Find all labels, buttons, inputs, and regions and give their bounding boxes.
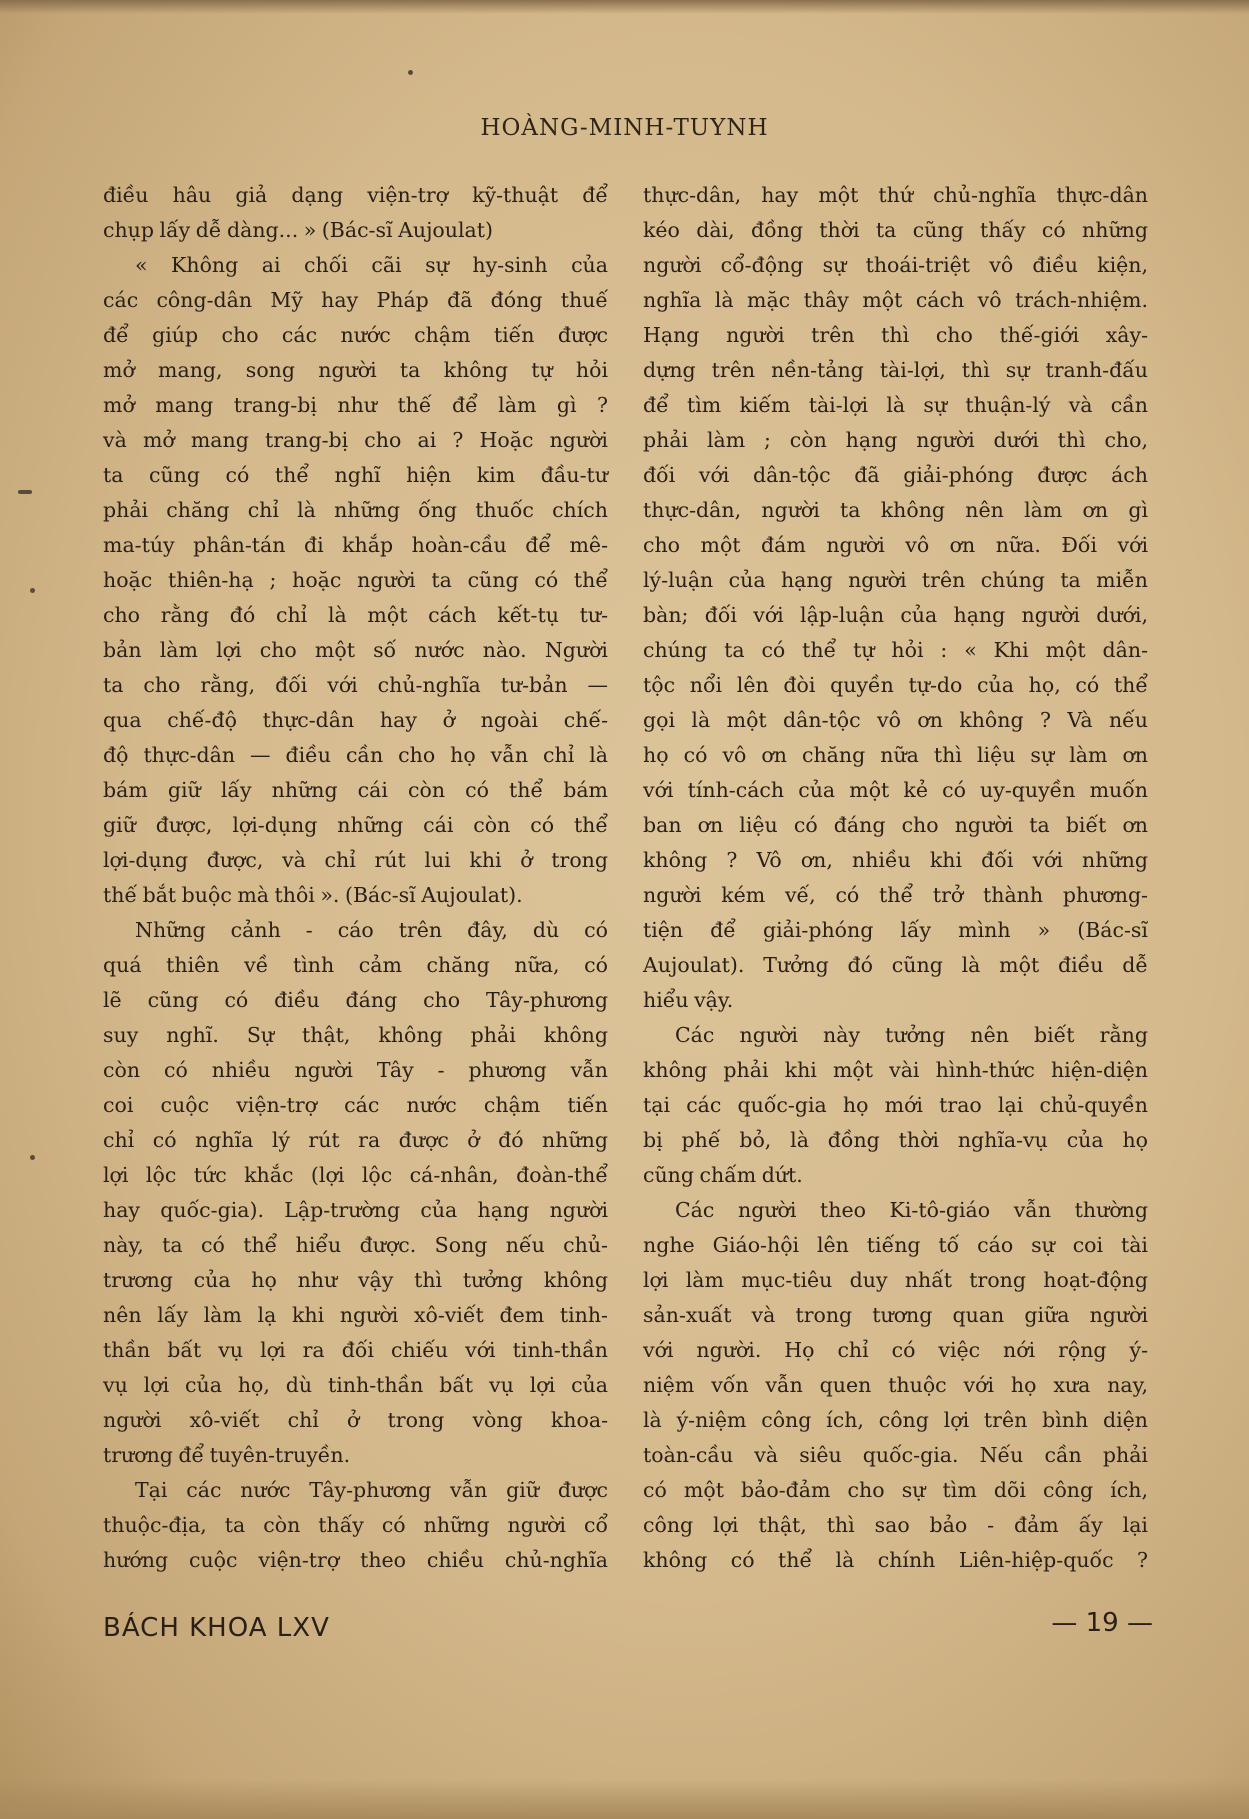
paragraph-line: dựng trên nền-tảng tài-lợi, thì sự tranh-đấu	[643, 358, 1148, 382]
paragraph-line: qua chế-độ thực-dân hay ở ngoài chế-	[103, 708, 608, 732]
paragraph-line: phải làm ; còn hạng người dưới thì cho,	[643, 428, 1148, 452]
paragraph-line: người xô-viết chỉ ở trong vòng khoa-	[103, 1408, 608, 1432]
paragraph-line: tại các quốc-gia họ mới trao lại chủ-quyền	[643, 1093, 1148, 1117]
paragraph-line: lợi lộc tức khắc (lợi lộc cá-nhân, đoàn-thể	[103, 1163, 608, 1187]
paragraph-line: ma-túy phân-tán đi khắp hoàn-cầu để mê-	[103, 533, 608, 557]
paragraph-line: lý-luận của hạng người trên chúng ta miễn	[643, 568, 1148, 592]
paragraph-line: lợi làm mục-tiêu duy nhất trong hoạt-động	[643, 1268, 1148, 1292]
paragraph-line: có một bảo-đảm cho sự tìm dõi công ích,	[643, 1478, 1148, 1502]
paragraph-line: và mở mang trang-bị cho ai ? Hoặc người	[103, 428, 608, 452]
paragraph-line: người cổ-động sự thoái-triệt vô điều kiện,	[643, 253, 1148, 277]
paragraph-line: bản làm lợi cho một số nước nào. Người	[103, 638, 608, 662]
paper-speck	[408, 70, 413, 75]
paper-speck	[18, 490, 32, 494]
paragraph-line: thế bắt buộc mà thôi ». (Bác-sĩ Aujoulat).	[103, 883, 523, 907]
paragraph-line: Các người theo Ki-tô-giáo vẫn thường	[675, 1198, 1148, 1222]
paragraph-line: thuộc-địa, ta còn thấy có những người cổ	[103, 1513, 608, 1537]
paragraph-line: gọi là một dân-tộc vô ơn không ? Và nếu	[643, 708, 1148, 732]
paragraph-line: thực-dân, người ta không nên làm ơn gì	[643, 498, 1148, 522]
paragraph-line: hay quốc-gia). Lập-trường của hạng người	[103, 1198, 608, 1222]
paragraph-line: trương của họ như vậy thì tưởng không	[103, 1268, 608, 1292]
paragraph-line: mở mang, song người ta không tự hỏi	[103, 358, 608, 382]
left-column	[103, 178, 608, 1578]
paragraph-line: quá thiên về tình cảm chăng nữa, có	[103, 953, 608, 977]
page-number: — 19 —	[1051, 1608, 1153, 1638]
paragraph-line: với tính-cách của một kẻ có uy-quyền muốn	[643, 778, 1148, 802]
paragraph-line: người kém vế, có thể trở thành phương-	[643, 883, 1148, 907]
paragraph-line: kéo dài, đồng thời ta cũng thấy có những	[643, 218, 1148, 242]
paragraph-line: chụp lấy dễ dàng... » (Bác-sĩ Aujoulat)	[103, 218, 493, 242]
paragraph-line: Hạng người trên thì cho thế-giới xây-	[643, 323, 1148, 347]
paragraph-line: « Không ai chối cãi sự hy-sinh của	[135, 253, 608, 277]
paragraph-line: công lợi thật, thì sao bảo - đảm ấy lại	[643, 1513, 1148, 1537]
paragraph-line: điều hâu giả dạng viện-trợ kỹ-thuật để	[103, 183, 608, 207]
paragraph-line: nghĩa là mặc thây một cách vô trách-nhiệm.	[643, 288, 1148, 312]
paragraph-line: toàn-cầu và siêu quốc-gia. Nếu cần phải	[643, 1443, 1148, 1467]
paragraph-line: ta cho rằng, đối với chủ-nghĩa tư-bản —	[103, 673, 608, 697]
paragraph-line: là ý-niệm công ích, công lợi trên bình diện	[643, 1408, 1148, 1432]
paragraph-line: cho rằng đó chỉ là một cách kết-tụ tư-	[103, 603, 608, 627]
right-column	[643, 178, 1148, 1578]
paragraph-line: vụ lợi của họ, dù tinh-thần bất vụ lợi của	[103, 1373, 608, 1397]
running-header: HOÀNG-MINH-TUYNH	[480, 115, 769, 141]
paragraph-line: chúng ta có thể tự hỏi : « Khi một dân-	[643, 638, 1148, 662]
paragraph-line: suy nghĩ. Sự thật, không phải không	[103, 1023, 608, 1047]
paragraph-line: bị phế bỏ, là đồng thời nghĩa-vụ của họ	[643, 1128, 1148, 1152]
paragraph-line: hiểu vậy.	[643, 988, 734, 1012]
paragraph-line: bám giữ lấy những cái còn có thể bám	[103, 778, 608, 802]
paragraph-line: bàn; đối với lập-luận của hạng người dưới,	[643, 603, 1148, 627]
paragraph-line: coi cuộc viện-trợ các nước chậm tiến	[103, 1093, 608, 1117]
paragraph-line: tộc nổi lên đòi quyền tự-do của họ, có thể	[643, 673, 1148, 697]
paragraph-line: với người. Họ chỉ có việc nới rộng ý-	[643, 1338, 1148, 1362]
paragraph-line: Aujoulat). Tưởng đó cũng là một điều dễ	[643, 953, 1148, 977]
paragraph-line: không phải khi một vài hình-thức hiện-diện	[643, 1058, 1148, 1082]
paragraph-line: này, ta có thể hiểu được. Song nếu chủ-	[103, 1233, 608, 1257]
paragraph-line: thực-dân, hay một thứ chủ-nghĩa thực-dân	[643, 183, 1148, 207]
paragraph-line: Tại các nước Tây-phương vẫn giữ được	[135, 1478, 608, 1502]
paragraph-line: sản-xuất và trong tương quan giữa người	[643, 1303, 1148, 1327]
paragraph-line: để tìm kiếm tài-lợi là sự thuận-lý và cần	[643, 393, 1148, 417]
paragraph-line: nên lấy làm lạ khi người xô-viết đem tinh-	[103, 1303, 608, 1327]
paper-speck	[30, 1155, 35, 1160]
paragraph-line: để giúp cho các nước chậm tiến được	[103, 323, 608, 347]
paragraph-line: không có thể là chính Liên-hiệp-quốc ?	[643, 1548, 1148, 1572]
paper-speck	[30, 588, 35, 593]
paragraph-line: Những cảnh - cáo trên đây, dù có	[135, 918, 608, 942]
paragraph-line: hoặc thiên-hạ ; hoặc người ta cũng có thể	[103, 568, 608, 592]
paragraph-line: cho một đám người vô ơn nữa. Đối với	[643, 533, 1148, 557]
paragraph-line: lợi-dụng được, và chỉ rút lui khi ở trong	[103, 848, 608, 872]
paragraph-line: họ có vô ơn chăng nữa thì liệu sự làm ơn	[643, 743, 1148, 767]
paragraph-line: Các người này tưởng nên biết rằng	[675, 1023, 1148, 1047]
paragraph-line: nghe Giáo-hội lên tiếng tố cáo sự coi tài	[643, 1233, 1148, 1257]
paragraph-line: tiện để giải-phóng lấy mình » (Bác-sĩ	[643, 918, 1148, 942]
paragraph-line: giữ được, lợi-dụng những cái còn có thể	[103, 813, 608, 837]
paragraph-line: không ? Vô ơn, nhiều khi đối với những	[643, 848, 1148, 872]
paragraph-line: còn có nhiều người Tây - phương vẫn	[103, 1058, 608, 1082]
paragraph-line: phải chăng chỉ là những ống thuốc chích	[103, 498, 608, 522]
paragraph-line: niệm vốn vẫn quen thuộc với họ xưa nay,	[643, 1373, 1148, 1397]
paragraph-line: độ thực-dân — điều cần cho họ vẫn chỉ là	[103, 743, 608, 767]
paragraph-line: lẽ cũng có điều đáng cho Tây-phương	[103, 988, 608, 1012]
paragraph-line: chỉ có nghĩa lý rút ra được ở đó những	[103, 1128, 608, 1152]
paragraph-line: ta cũng có thể nghĩ hiện kim đầu-tư	[103, 463, 608, 487]
paragraph-line: thần bất vụ lợi ra đối chiếu với tinh-thần	[103, 1338, 608, 1362]
paragraph-line: các công-dân Mỹ hay Pháp đã đóng thuế	[103, 288, 608, 312]
paragraph-line: cũng chấm dứt.	[643, 1163, 803, 1187]
publication-name: BÁCH KHOA LXV	[103, 1613, 330, 1643]
paragraph-line: trương để tuyên-truyền.	[103, 1443, 351, 1467]
paragraph-line: ban ơn liệu có đáng cho người ta biết ơn	[643, 813, 1148, 837]
paragraph-line: đối với dân-tộc đã giải-phóng được ách	[643, 463, 1148, 487]
paragraph-line: hướng cuộc viện-trợ theo chiều chủ-nghĩa	[103, 1548, 608, 1572]
paragraph-line: mở mang trang-bị như thế để làm gì ?	[103, 393, 608, 417]
